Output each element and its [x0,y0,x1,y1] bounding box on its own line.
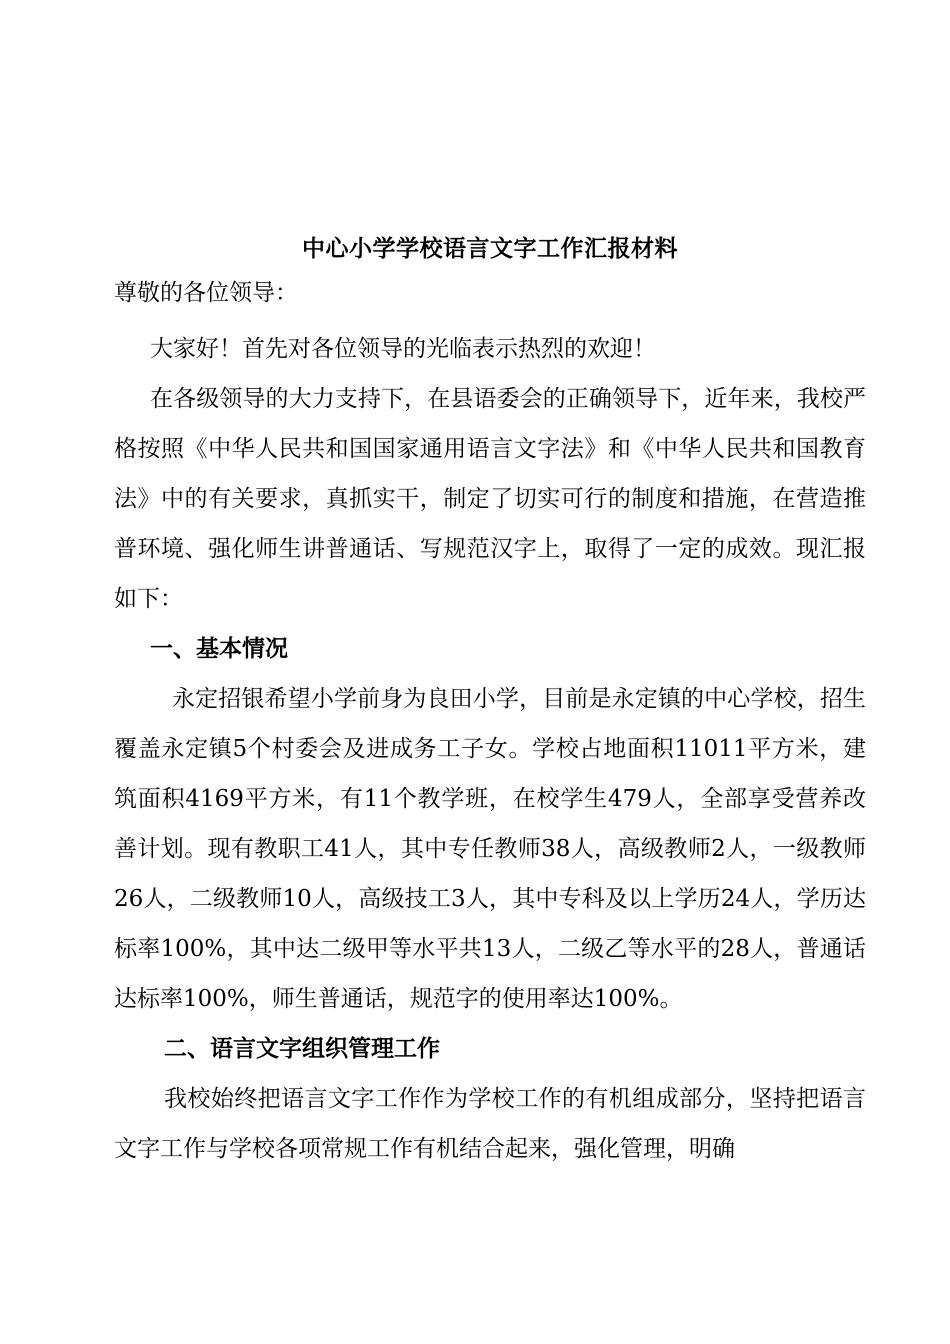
section-paragraph-basic-situation: 永定招银希望小学前身为良田小学，目前是永定镇的中心学校，招生覆盖永定镇5个村委会及进成务工子女。学校占地面积11011平方米，建筑面积4169平方米，有11个教学班，在校学生479人，全部享受营养改善计划。现有教职工41人，其中专任教师38人，高级教师2人，一级教师26人，二级教师10人，高级技工3人，其中专科及以上学历24人，学历达标率100%，其中达二级甲等水平共13人，二级乙等水平的28人，普通话达标率100%，师生普通话，规范字的使用率达100%。 [114,686,866,1012]
document-body [114,232,866,1174]
section-heading-basic-situation: 一、基本情况 [150,636,288,662]
document-title: 中心小学学校语言文字工作汇报材料 [302,236,678,262]
greeting-paragraph: 大家好！首先对各位领导的光临表示热烈的欢迎！ [150,336,656,362]
intro-paragraph: 在各级领导的大力支持下，在县语委会的正确领导下，近年来，我校严格按照《中华人民共和国国家通用语言文字法》和《中华人民共和国教育法》中的有关要求，真抓实干，制定了切实可行的制度和措施，在营造推普环境、强化师生讲普通话、写规范汉字上，取得了一定的成效。现汇报如下： [114,386,866,612]
section-heading-organization: 二、语言文字组织管理工作 [164,1036,440,1062]
salutation: 尊敬的各位领导： [114,280,298,306]
section-paragraph-organization: 我校始终把语言文字工作作为学校工作的有机组成部分，坚持把语言文字工作与学校各项常规工作有机结合起来，强化管理，明确 [114,1086,866,1162]
